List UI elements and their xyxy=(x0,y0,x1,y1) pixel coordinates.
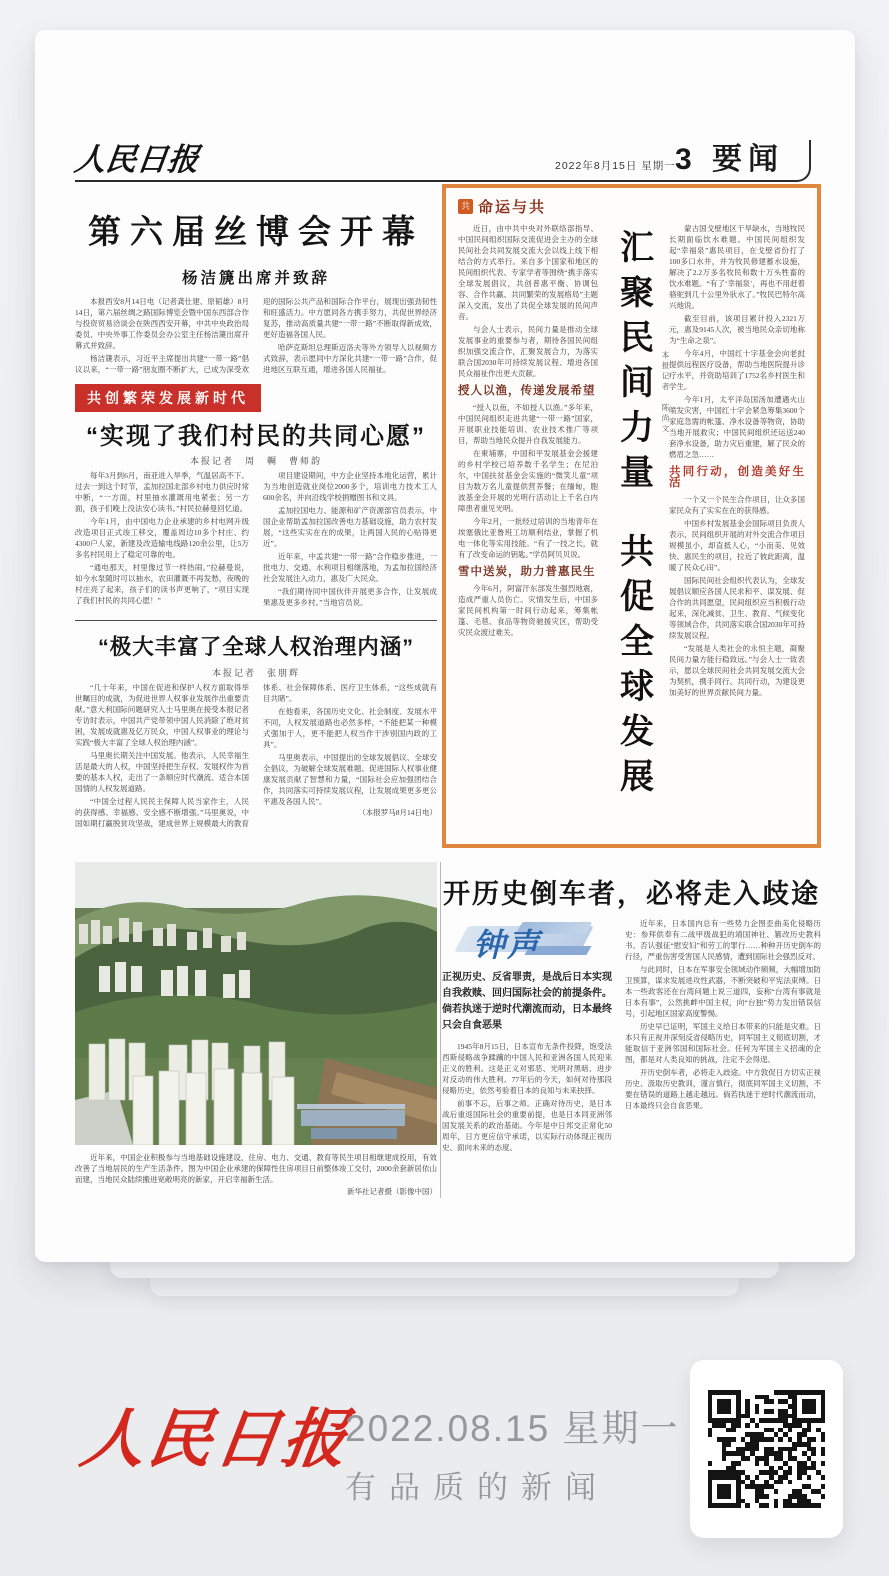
paragraph: 本报西安8月14日电（记者龚仕建、原韬雄）8月14日，第六届丝绸之路国际博览会暨中国东西部合作与投资贸易洽谈会在陕西西安开幕，中共中央政治局委员、中央外事工作委员会办公室主任杨洁篪出席开幕式并致辞。 xyxy=(75,297,249,350)
rights-endnote: （本报罗马8月14日电） xyxy=(358,808,437,817)
zhongsheng-columns xyxy=(442,918,821,1218)
paragraph: 与此同时，日本在军事安全领域动作频频，大幅增加防卫预算，谋求发展进攻性武器，不断突破和平宪法束缚。日本一些政客还在台湾问题上说三道四，妄称“台湾有事就是日本有事”，公然挑衅中国主权，向“台独”势力发出错误信号，引起地区国家高度警惕。 xyxy=(625,965,821,1018)
vertical-headline-line1: 汇聚民间力量 xyxy=(614,229,653,499)
paragraph: 近年来，中孟共建“一带一路”合作稳步推进，一批电力、交通、水利项目相继落地，为孟加拉国经济社会发展注入动力，惠及广大民众。 xyxy=(263,552,437,583)
paragraph: 哈萨克斯坦总理斯迈洛夫等外方领导人以视频方式致辞，表示愿同中方深化共建“一带一路”合作，促进地区互联互通，增进各国人民福祉。 xyxy=(263,343,437,374)
masthead-page-section: 3 要闻 xyxy=(675,143,785,176)
paragraph: “中国全过程人民民主保障人民当家作主，人民的获得感、幸福感、安全感不断增强。”马里奥说，中国如期打赢脱贫攻坚战，建成世界上规模最大的教育体系、社会保障体系、医疗卫生体系，“这些成就有目共睹”。 xyxy=(75,683,437,828)
column-label xyxy=(458,196,805,217)
paragraph: 开历史倒车者，必将走入歧途。中方敦促日方切实正视历史、汲取历史教训，谨言慎行，彻底同军国主义切割，不要在错误的道路上越走越远。倘若执迷于逆时代潮流而动，日本最终只会自食恶果。 xyxy=(625,1068,821,1110)
vertical-headline-line2: 共促全球发展 xyxy=(614,533,653,803)
paragraph: 今年6月，阿富汗东部发生强烈地震，造成严重人员伤亡。灾情发生后，中国多家民间机构第一时间行动起来，筹集帐篷、毛毯、食品等物资驰援灾区，帮助受灾民众渡过难关。 xyxy=(458,584,598,637)
paragraph: “通电那天，村里像过节一样热闹。”拉赫曼说，如今水泵随时可以抽水，农田灌溉不再发愁，夜晚的村庄亮了起来，孩子们的读书声更响了，“项目实现了我们村民的共同心愿！” xyxy=(75,563,249,605)
zhongsheng-logo-text: 钟声 xyxy=(473,927,542,963)
boxed-article-columns xyxy=(458,223,805,823)
zhongsheng-right-column xyxy=(625,918,821,1218)
article-divider xyxy=(75,620,437,621)
footer-logo: 人民日报 xyxy=(76,1404,355,1475)
column-logo-icon: 共 xyxy=(458,199,473,214)
silk-expo-subhead: 杨洁篪出席并致辞 xyxy=(181,270,330,287)
aerial-photo xyxy=(75,862,437,1145)
zhongsheng-headline[interactable]: 开历史倒车者，必将走入歧途 xyxy=(443,879,820,909)
boxed-article xyxy=(442,184,821,848)
paragraph: 近年来，日本国内总有一些势力企图歪曲美化侵略历史：参拜供奉有二战甲级战犯的靖国神社、篡改历史教科书、否认强征“慰安妇”和劳工的罪行……种种开历史倒车的行径，严重伤害受害国人民感情，遭到国际社会强烈反对。 xyxy=(625,919,821,961)
masthead-date: 2022年8月15日 星期一 xyxy=(555,160,676,172)
paragraph: 在柬埔寨，中国和平发展基金会援建的乡村学校已培养数千名学生；在尼泊尔，中国扶贫基金会实施的“微笑儿童”项目为数万名儿童提供营养餐；在缅甸，胞波基金会开展的光明行活动让上千名白内障患者重见光明。 xyxy=(458,449,598,513)
village-headline[interactable]: “实现了我们村民的共同心愿” xyxy=(86,423,426,450)
boxed-subhead-3: 共同行动，创造美好生活 xyxy=(669,466,805,489)
village-byline: 本报记者 周 輖 曹师韵 xyxy=(189,456,322,466)
aerial-photo-art xyxy=(75,862,437,1145)
village-body xyxy=(75,470,437,618)
boxed-subhead-2: 雪中送炭，助力普惠民生 xyxy=(458,566,596,578)
rights-byline: 本报记者 张朋辉 xyxy=(211,668,300,678)
zhongsheng-standfirst: 正视历史、反省罪责，是战后日本实现自我救赎、回归国际社会的前提条件。倘若执迷于逆时代潮流而动，日本最终只会自食恶果 xyxy=(442,972,612,1031)
boxed-vertical-headline-column xyxy=(598,223,669,823)
boxed-right-column xyxy=(669,223,805,823)
paragraph: 杨洁篪表示，习近平主席提出共建“一带一路”倡议以来，“一带一路”朋友圈不断扩大，已成为深受欢迎的国际公共产品和国际合作平台，展现出强劲韧性和旺盛活力。中方愿同各方携手努力，共促世界经济复苏，推动高质量共建“一带一路”不断取得新成效，更好造福各国人民。 xyxy=(75,297,437,374)
paragraph: 与会人士表示，民间力量是推动全球发展事业的重要参与者，期待各国民间组织加强交流合作，汇聚发展合力，为落实联合国2030年可持续发展议程、增进各国民众福祉作出更大贡献。 xyxy=(458,325,598,378)
zhongsheng-logo xyxy=(461,920,593,962)
qr-code xyxy=(708,1390,826,1508)
rights-body xyxy=(75,682,437,848)
boxed-subhead-1: 授人以渔，传递发展希望 xyxy=(458,385,596,397)
paragraph: 今年2月，一批经过培训的当地青年在埃塞俄比亚鲁班工坊顺利结业，掌握了机电一体化等实用技能。“有了一技之长，就有了改变命运的钥匙。”学员阿贝贝说。 xyxy=(458,517,598,559)
boxed-left-column xyxy=(458,223,598,823)
paragraph: 今年4月，中国红十字基金会向老挝提供远程医疗设备，帮助当地医院提升诊疗水平，并资助培训了1752名乡村医生和学生。 xyxy=(669,349,805,391)
zhongsheng-right-body xyxy=(625,918,821,1113)
paragraph: 今年1月，由中国电力企业承建的乡村电网升级改造项目正式竣工移交，覆盖周边10多个村庄、约4300户人家，新建及改造输电线路120余公里，让5万多名村民用上了稳定可靠的电。 xyxy=(75,517,249,559)
paragraph: 一个又一个民生合作项目，让众多国家民众有了实实在在的获得感。 xyxy=(669,495,805,515)
paragraph: 马里奥长期关注中国发展。他表示，人民幸福生活是最大的人权，中国坚持把生存权、发展权作为首要的基本人权，走出了一条顺应时代潮流、适合本国国情的人权发展道路。 xyxy=(75,751,249,793)
qr-card xyxy=(690,1360,843,1538)
paragraph: “发展是人类社会的永恒主题，凝聚民间力量方能行稳致远。”与会人士一致表示，愿以全球民间社会共同发展交流大会为契机，携手同行、共同行动，为建设更加美好的世界贡献民间力量。 xyxy=(669,644,805,697)
paragraph: 国际民间社会组织代表认为，全球发展倡议顺应各国人民求和平、谋发展、促合作的共同愿望，民间组织应当积极行动起来，深化减贫、卫生、教育、气候变化等领域合作，共同落实联合国2030年可持续发展议程。 xyxy=(669,576,805,640)
rights-headline[interactable]: “极大丰富了全球人权治理内涵” xyxy=(97,635,414,659)
paragraph: 历史早已证明，军国主义给日本带来的只能是灾难。日本只有正视并深刻反省侵略历史，同军国主义彻底切割，才能取信于亚洲邻国和国际社会。任何为军国主义招魂的企图，都是对人类良知的挑战，注定不会得逞。 xyxy=(625,1022,821,1064)
footer-slogan: 有品质的新闻 xyxy=(345,1470,609,1505)
boxed-vertical-headline[interactable] xyxy=(614,229,654,823)
silk-expo-headline[interactable]: 第六届丝博会开幕 xyxy=(88,213,424,250)
column-label-text: 命运与共 xyxy=(478,199,547,216)
silk-expo-body xyxy=(75,296,437,378)
masthead-logo: 人民日报 xyxy=(72,142,201,177)
caption-text: 近年来，中国企业积极参与当地基础设施建设，住房、电力、交通、教育等民生项目相继建成投用，有效改善了当地居民的生产生活条件。图为中国企业承建的保障性住房项目日前整体竣工交付，2000余套新居依山而建，当地民众陆续搬进宽敞明亮的新家，开启幸福新生活。 xyxy=(75,1153,437,1184)
paragraph: 今年1月，太平洋岛国汤加遭遇火山喷发灾害，中国红十字会紧急筹集3600个家庭急需的帐篷、净水设备等物资，协助当地开展救灾；中国民间组织还运送240套净水设备，助力灾后重建，解了民众的燃眉之急…… xyxy=(669,395,805,459)
paragraph: 中国乡村发展基金会国际项目负责人表示，民间组织开展的对外交流合作项目规模虽小，却直抵人心，“小而美、见效快、惠民生的项目，拉近了彼此距离，温暖了民众心田”。 xyxy=(669,519,805,572)
boxed-vertical-byline: 本报记者 陈尚文 xyxy=(661,351,670,435)
paragraph: 在他看来，各国历史文化、社会制度、发展水平不同，人权发展道路也必然多样，“不能把某一种模式强加于人，更不能把人权当作干涉别国内政的工具”。 xyxy=(263,707,437,749)
zhongsheng-left-body xyxy=(442,1041,612,1155)
photo-caption xyxy=(75,1152,437,1200)
paragraph: 每年3月到6月，南亚进入旱季，气温居高不下。过去一到这个时节，孟加拉国北部乡村电力供应时常中断，“一方面，村里抽水灌溉用电紧张；另一方面，孩子们晚上没法安心读书。”村民拉赫曼回忆道。 xyxy=(75,471,249,513)
paragraph: 前事不忘，后事之师。正确对待历史，是日本战后重返国际社会的重要前提，也是日本同亚洲邻国发展关系的政治基础。今年是中日邦交正常化50周年，日方更应信守承诺，以实际行动体现正视历史、面向未来的态度。 xyxy=(442,1099,612,1152)
zhongsheng-left-column xyxy=(442,918,612,1218)
paragraph: 项目建设期间，中方企业坚持本地化运营，累计为当地创造就业岗位2000多个，培训电力技术工人600余名，并向沿线学校捐赠图书和文具。 xyxy=(263,471,437,502)
footer-date: 2022.08.15 星期一 xyxy=(345,1408,680,1449)
qr-module xyxy=(821,1503,826,1508)
paragraph: “几十年来，中国在促进和保护人权方面取得举世瞩目的成就，为促进世界人权事业发展作出重要贡献。”意大利国际问题研究人士马里奥在接受本报记者专访时表示，中国共产党带领中国人民消除了绝对贫困，发展成就惠及亿万民众，中国人权事业的理论与实践“极大丰富了全球人权治理内涵”。 xyxy=(75,683,249,747)
paragraph: “授人以鱼，不如授人以渔。”多年来，中国民间组织走进共建“一带一路”国家，开展职业技能培训、农业技术推广等项目，帮助当地民众提升自我发展能力。 xyxy=(458,403,598,445)
paragraph: 蒙古国戈壁地区干旱缺水，当地牧民长期面临饮水难题。中国民间组织发起“幸福泉”惠民项目，在戈壁省份打了100多口水井，并为牧民修建蓄水设施，解决了2.2万多名牧民和数十万头牲畜的饮水难题。“有了‘幸福泉’，再也不用赶着骆驼到几十公里外驮水了。”牧民巴特尔高兴地说。 xyxy=(669,224,805,310)
section-badge: 共创繁荣发展新时代 xyxy=(75,384,261,412)
paragraph: 近日，由中共中央对外联络部指导、中国民间组织国际交流促进会主办的全球民间社会共同发展交流大会以线上线下相结合的方式举行。来自多个国家和地区的民间组织代表、专家学者等围绕“携手落实全球发展倡议，共创普惠平衡、协调包容、合作共赢、共同繁荣的发展格局”主题深入交流，发出了共促全球发展的民间声音。 xyxy=(458,224,598,321)
paragraph: 1945年8月15日，日本宣布无条件投降，饱受法西斯侵略战争蹂躏的中国人民和亚洲各国人民迎来正义的胜利。这是正义对邪恶、光明对黑暗、进步对反动的伟大胜利。77年后的今天，如何对待那段侵略历史，依然考验着日本的良知与未来抉择。 xyxy=(442,1042,612,1095)
caption-credit: 新华社记者摄（影像中国） xyxy=(347,1187,437,1196)
paragraph: “我们期待同中国伙伴开展更多合作，让发展成果惠及更多乡村。”当地官员说。 xyxy=(263,587,437,607)
paragraph: 截至目前，该项目累计投入2321万元，惠及9145人次，被当地民众亲切地称为“生命之泉”。 xyxy=(669,314,805,345)
newspaper-page xyxy=(35,30,855,1262)
column-rule xyxy=(440,862,441,1198)
paragraph: 马里奥表示，中国提出的全球发展倡议、全球安全倡议，为破解全球发展难题、促进国际人权事业健康发展贡献了智慧和力量，“国际社会应加强团结合作，共同落实可持续发展议程，让发展成果更多更公平惠及各国人民”。 xyxy=(263,753,437,806)
paragraph: 孟加拉国电力、能源和矿产资源部官员表示，中国企业帮助孟加拉国改善电力基础设施，助力农村发展，“这些实实在在的成果，让两国人民的心贴得更近”。 xyxy=(263,506,437,548)
